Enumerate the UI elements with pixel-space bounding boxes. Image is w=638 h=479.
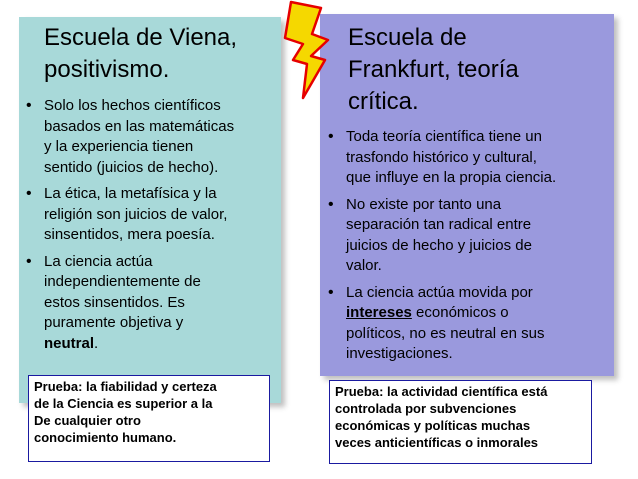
frankfurt-bullet-1-text: Toda teoría científica tiene un trasfondo histórico y cultural, que influye en la propia ciencia. [346,128,557,186]
vienna-bullet-3-end: . [94,334,99,352]
list-item [20,252,282,355]
list-item [20,96,282,178]
frankfurt-bullets [322,127,618,371]
list-item [322,283,618,365]
frankfurt-title: Escuela de Frankfurt, teoría crítica. [348,24,519,115]
frankfurt-bullet-3-text: La ciencia actúa movida por [346,283,533,301]
neutral-keyword: neutral [44,334,95,352]
lightning-bolt-icon [273,0,343,100]
intereses-keyword: intereses [346,304,412,321]
list-item [20,184,282,246]
vienna-bullets [20,96,282,360]
frankfurt-bullet-3-end: económicos o políticos, no es neutral en sus investigaciones. [346,304,545,362]
vienna-bullet-2-text: La ética, la metafísica y la religión son juicios de valor, sinsentidos, mera poesía. [44,185,228,243]
vienna-title: Escuela de Viena, positivismo. [44,24,238,83]
list-item [322,195,618,277]
lightning-bolt-shape [285,2,328,98]
vienna-bullet-1-text: Solo los hechos científicos basados en las matemáticas y la experiencia tienen sentido (juicios de hecho). [44,97,235,176]
frankfurt-bullet-2-text: No existe por tanto una separación tan radical entre juicios de hecho y juicios de valor. [346,195,532,274]
frankfurt-evidence-box: Prueba: la actividad científica está controlada por subvenciones económicas y políticas muchas veces anticientíficas o inmorales [329,380,592,464]
list-item [322,127,618,189]
vienna-evidence-box: Prueba: la fiabilidad y certeza de la Ciencia es superior a la De cualquier otro conocimiento humano. [28,375,270,462]
vienna-bullet-3-text: La ciencia actúa independientemente de estos sinsentidos. Es puramente objetiva y [44,252,201,331]
